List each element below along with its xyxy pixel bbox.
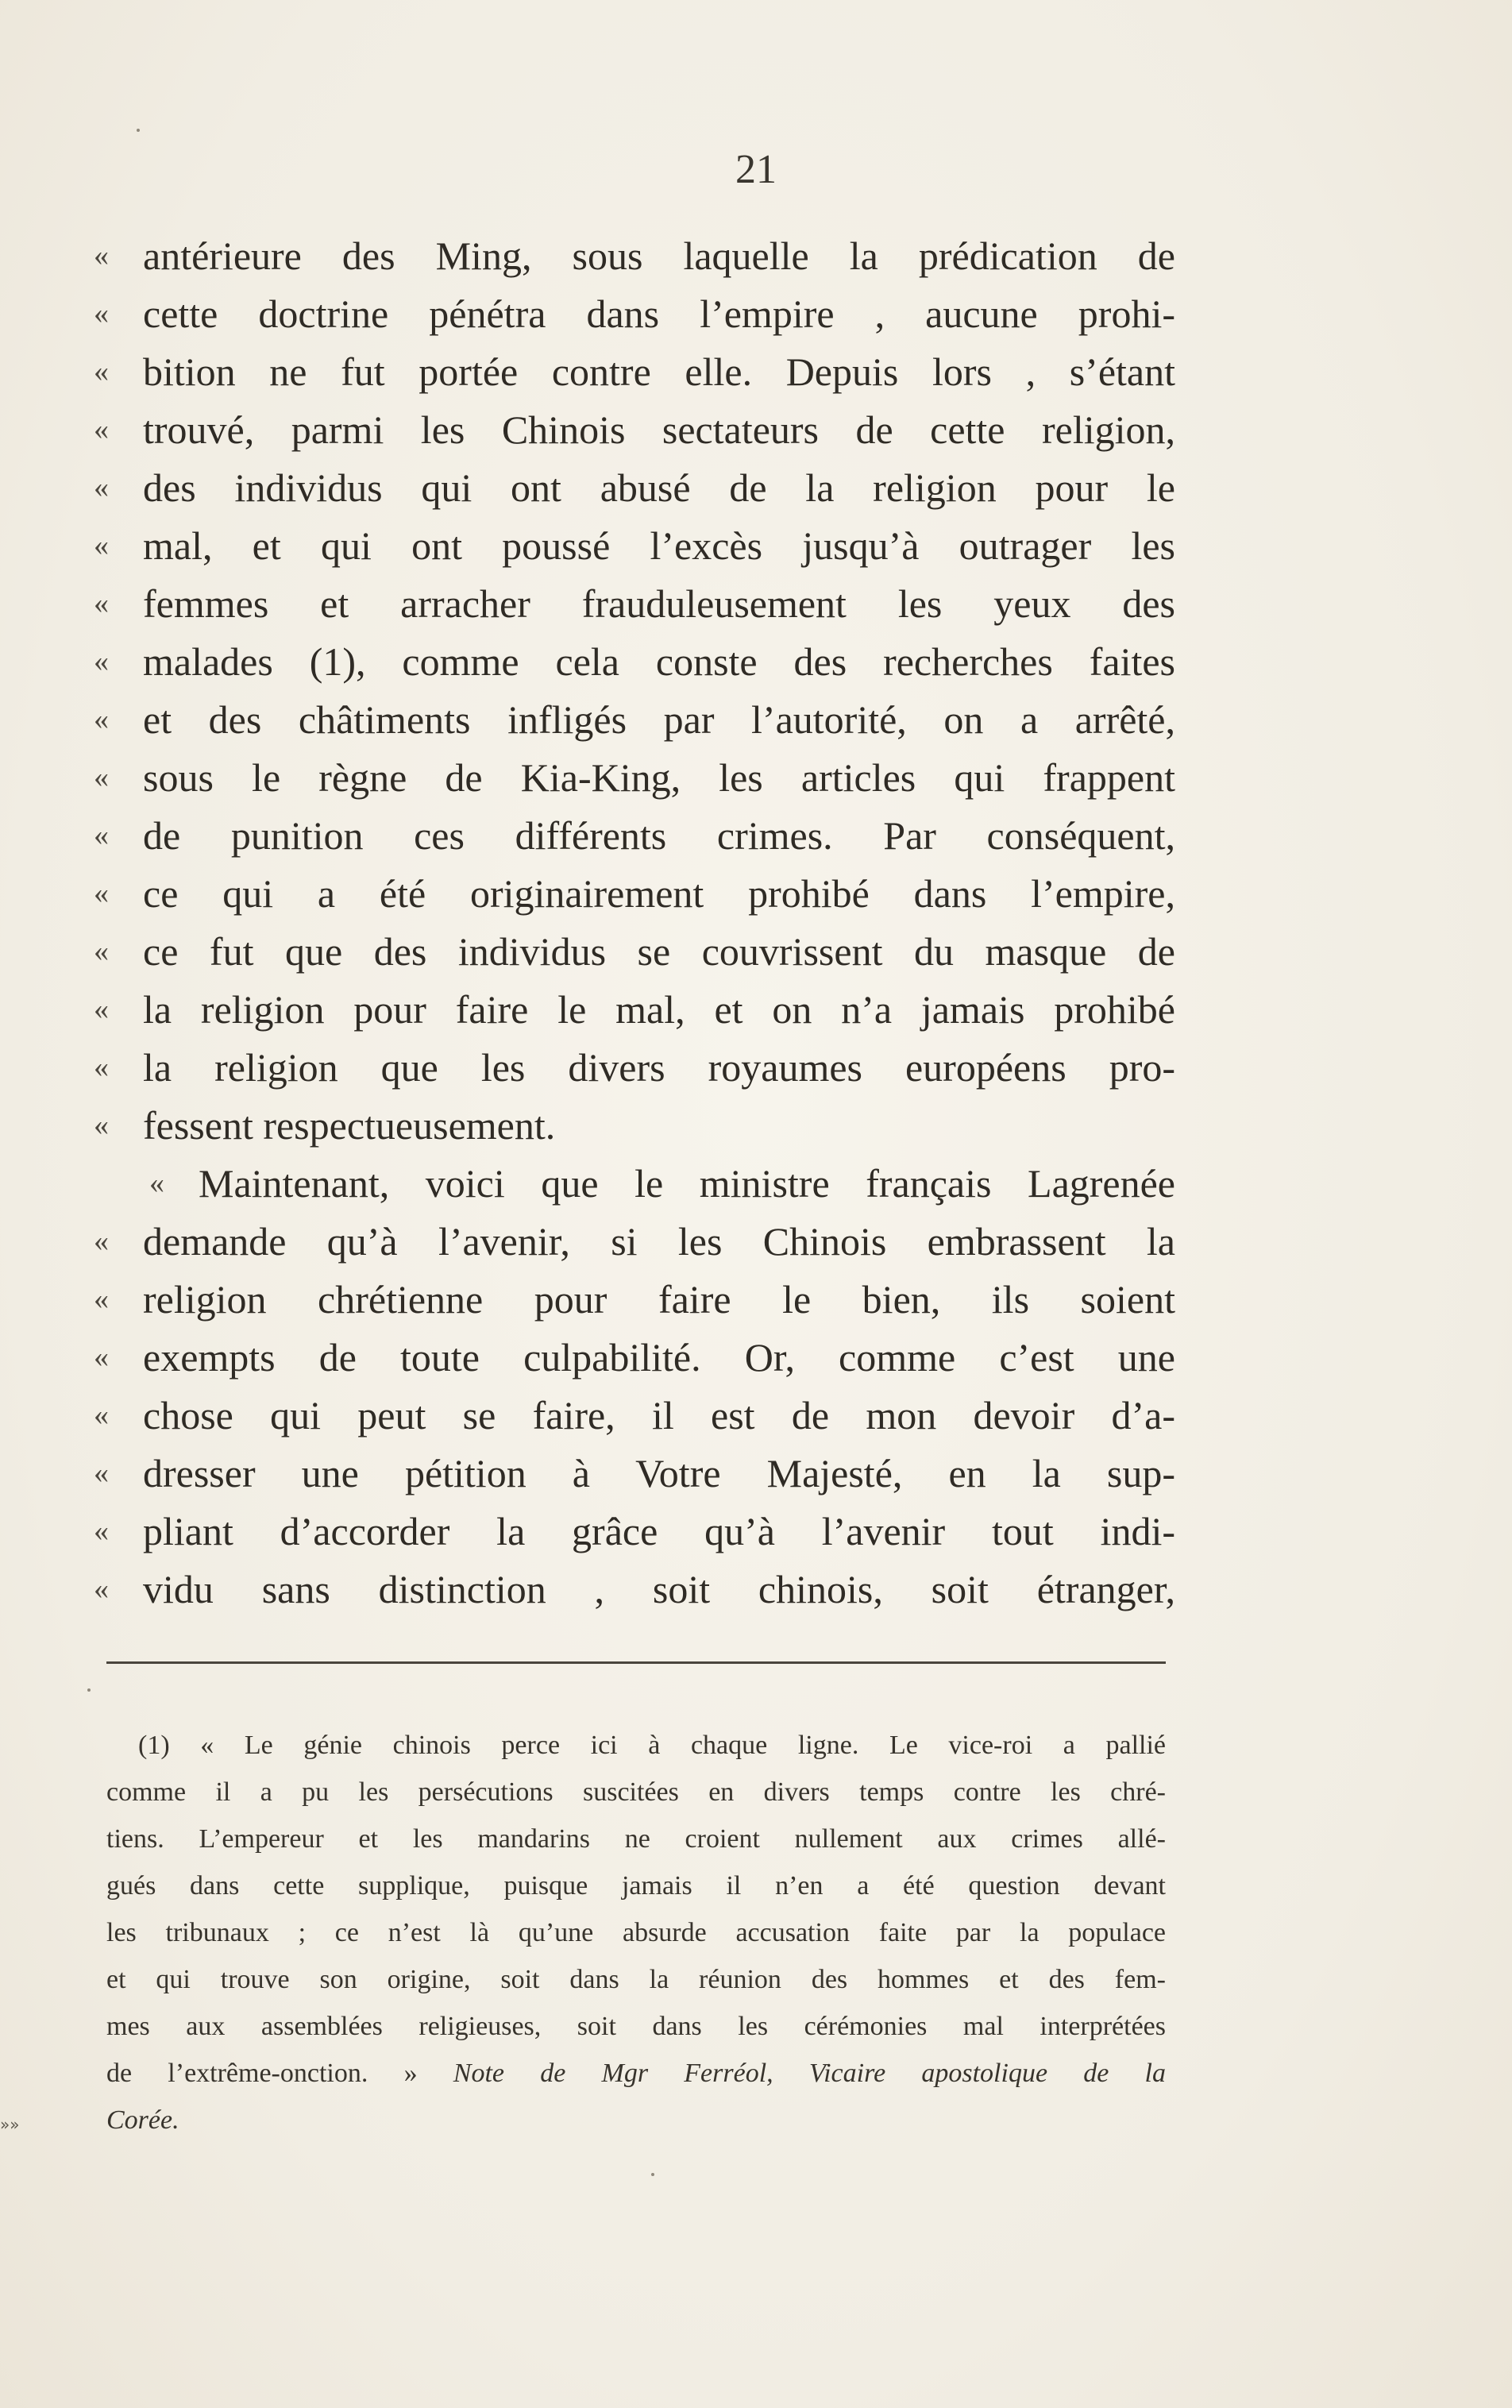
text-line-content: sous le règne de Kia-King, les articles qui frappent — [143, 755, 1175, 800]
text-line — [94, 923, 1175, 981]
footnote-line-with-attribution — [106, 2050, 1166, 2097]
text-line — [94, 1561, 1175, 1619]
text-line — [94, 633, 1175, 691]
text-line-content: la religion que les divers royaumes européens pro- — [143, 1045, 1175, 1090]
text-line — [94, 1271, 1175, 1329]
guillemet: « — [94, 297, 109, 330]
paper-speck — [87, 1688, 91, 1692]
footnote-line: tiens. L’empereur et les mandarins ne croient nullement aux crimes allé- — [106, 1824, 1166, 1854]
footnote-line: comme il a pu les persécutions suscitées en divers temps contre les chré- — [106, 1777, 1166, 1807]
text-line — [94, 575, 1175, 633]
guillemet: « — [94, 993, 109, 1026]
footnote-line: et qui trouve son origine, soit dans la réunion des hommes et des fem- — [106, 1965, 1166, 1994]
text-line-content: et des châtiments infligés par l’autorité, on a arrêté, — [143, 697, 1175, 742]
guillemet: « — [94, 935, 109, 968]
guillemet: « — [94, 1341, 109, 1374]
text-line — [94, 285, 1175, 343]
guillemet: « — [94, 471, 109, 504]
text-line — [94, 1503, 1175, 1561]
text-line-content: cette doctrine pénétra dans l’empire , aucune prohi- — [143, 291, 1175, 336]
footnote-line — [106, 2097, 1166, 2144]
guillemet: « — [94, 1573, 109, 1606]
guillemet: « — [94, 529, 109, 562]
guillemet: « — [94, 877, 109, 910]
footnote-line: mes aux assemblées religieuses, soit dans les cérémonies mal interprétées — [106, 2012, 1166, 2041]
text-line — [94, 1445, 1175, 1503]
text-line-content: chose qui peut se faire, il est de mon devoir d’a- — [143, 1393, 1175, 1437]
text-line-indented — [94, 1155, 1175, 1213]
text-line — [94, 865, 1175, 923]
margin-mark: »» — [0, 2115, 20, 2134]
guillemet: « — [94, 645, 109, 678]
text-line — [94, 981, 1175, 1039]
text-line — [94, 749, 1175, 807]
footnote-line: les tribunaux ; ce n’est là qu’une absurde accusation faite par la populace — [106, 1918, 1166, 1947]
text-line-content: trouvé, parmi les Chinois sectateurs de cette religion, — [143, 407, 1175, 452]
text-line-content: demande qu’à l’avenir, si les Chinois embrassent la — [143, 1219, 1175, 1264]
guillemet: « — [94, 1399, 109, 1432]
body-text — [94, 227, 1175, 1619]
text-line-content: vidu sans distinction , soit chinois, soit étranger, — [143, 1567, 1175, 1611]
footnote-attribution-end: Corée. — [106, 2105, 179, 2135]
guillemet: « — [94, 1225, 109, 1258]
guillemet: « — [94, 1515, 109, 1548]
guillemet: « — [94, 1051, 109, 1084]
guillemet: « — [94, 819, 109, 852]
guillemet: « — [94, 1283, 109, 1316]
guillemet: « — [94, 1109, 109, 1142]
text-line — [94, 517, 1175, 575]
text-line — [94, 1387, 1175, 1445]
text-line-content: pliant d’accorder la grâce qu’à l’avenir tout indi- — [143, 1509, 1175, 1553]
guillemet: « — [94, 761, 109, 794]
text-line-content: antérieure des Ming, sous laquelle la prédication de — [143, 233, 1175, 278]
footnote-line: gués dans cette supplique, puisque jamais il n’en a été question devant — [106, 1871, 1166, 1901]
text-line — [94, 459, 1175, 517]
text-line — [94, 227, 1175, 285]
guillemet: « — [94, 1457, 109, 1490]
guillemet: « — [149, 1167, 164, 1200]
text-line — [94, 1213, 1175, 1271]
guillemet: « — [94, 703, 109, 736]
footnote-line-text: de l’extrême-onction. » — [106, 2059, 418, 2088]
text-line-content: ce fut que des individus se couvrissent du masque de — [143, 929, 1175, 974]
guillemet: « — [94, 587, 109, 620]
text-line-content: bition ne fut portée contre elle. Depuis lors , s’étant — [143, 349, 1175, 394]
guillemet: « — [94, 413, 109, 446]
footnote — [106, 1722, 1166, 2144]
paper-speck — [651, 2173, 654, 2176]
text-line — [94, 691, 1175, 749]
text-line — [94, 807, 1175, 865]
text-line-content: femmes et arracher frauduleusement les yeux des — [143, 581, 1175, 626]
guillemet: « — [94, 239, 109, 272]
footnote-attribution: Note de Mgr Ferréol, Vicaire apostolique de la — [453, 2059, 1166, 2088]
text-line — [94, 401, 1175, 459]
guillemet: « — [94, 355, 109, 388]
text-line-content: la religion pour faire le mal, et on n’a jamais prohibé — [143, 987, 1175, 1032]
text-line-content: fessent respectueusement. — [143, 1103, 556, 1148]
footnote-line: (1) « Le génie chinois perce ici à chaque ligne. Le vice-roi a pallié — [138, 1731, 1166, 1760]
text-line-content: Maintenant, voici que le ministre français Lagrenée — [199, 1161, 1175, 1206]
text-line — [94, 1097, 1175, 1155]
text-line-content: dresser une pétition à Votre Majesté, en la sup- — [143, 1451, 1175, 1495]
text-line — [94, 343, 1175, 401]
footnote-separator — [106, 1661, 1166, 1664]
text-line-content: exempts de toute culpabilité. Or, comme c’est une — [143, 1335, 1175, 1380]
text-line-content: religion chrétienne pour faire le bien, ils soient — [143, 1277, 1175, 1322]
text-line-content: malades (1), comme cela conste des recherches faites — [143, 639, 1175, 684]
paper-speck — [137, 129, 140, 132]
text-line-content: ce qui a été originairement prohibé dans l’empire, — [143, 871, 1175, 916]
text-line-content: des individus qui ont abusé de la religion pour le — [143, 465, 1175, 510]
text-line — [94, 1329, 1175, 1387]
page-number: 21 — [735, 147, 777, 192]
text-line-content: mal, et qui ont poussé l’excès jusqu’à outrager les — [143, 523, 1175, 568]
text-line-content: de punition ces différents crimes. Par conséquent, — [143, 813, 1175, 858]
text-line — [94, 1039, 1175, 1097]
